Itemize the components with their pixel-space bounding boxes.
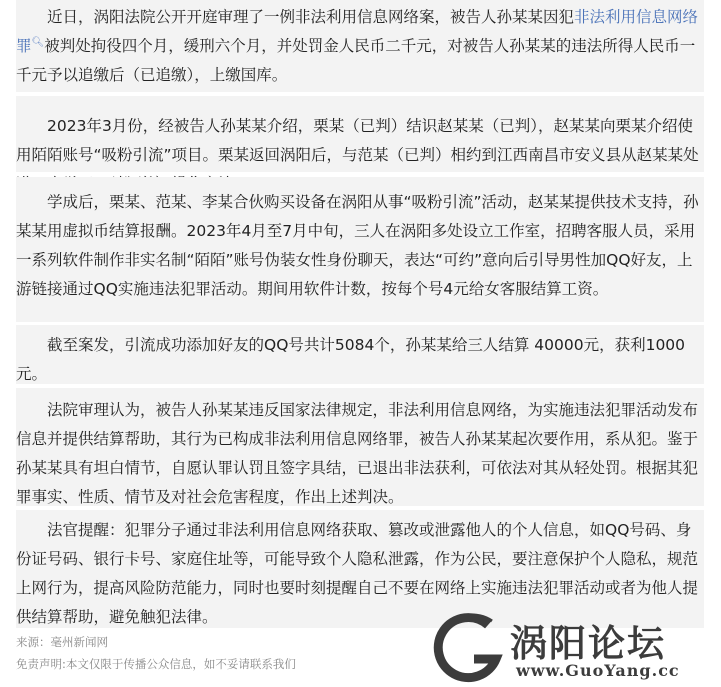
disclaimer-line: 免责声明:本文仅限于传播公众信息，如不妥请联系我们 [16,657,296,671]
paragraph-1-lead: 近日，涡阳法院公开开庭审理了一例非法利用信息网络案，被告人孙某某因犯 [47,8,575,26]
paragraph-5: 法院审理认为，被告人孙某某违反国家法律规定，非法利用信息网络，为实施违法犯罪活动发布信息并提供结算帮助，其行为已构成非法利用信息网络罪，被告人孙某某起次要作用，系从犯。鉴于孙某某具有坦白情节，自愿认罪认罚且签字具结，已退出非法获利，可依法对其从轻处罚。根据其犯罪事实、性质、情节及对社会危害程度，作出上述判决。 [16,388,704,506]
paragraph-1: 近日，涡阳法院公开开庭审理了一例非法利用信息网络案，被告人孙某某因犯非法利用信息网络罪🔍︎被判处拘役四个月，缓刑六个月，并处罚金人民币二千元，对被告人孙某某的违法所得人民币一千元予以追缴后（已追缴），上缴国库。 [16,0,704,92]
site-logo-icon [430,611,512,687]
paragraph-3: 学成后，栗某、范某、李某合伙购买设备在涡阳从事“吸粉引流”活动，赵某某提供技术支持，孙某某用虚拟币结算报酬。2023年4月至7月中旬，三人在涡阳多处设立工作室，招聘客服人员，采用一系列软件制作非实名制“陌陌”账号伪装女性身份聊天，表达“可约”意向后引导男性加QQ好友，上游链接通过QQ实施违法犯罪活动。期间用软件计数，按每个号4元给女客服结算工资。 [16,177,704,322]
watermark-title: 涡阳论坛 [510,622,666,665]
source-line: 来源：毫州新闻网 [16,635,108,649]
paragraph-2: 2023年3月份，经被告人孙某某介绍，栗某（已判）结识赵某某（已判），赵某某向栗某介绍使用陌陌账号“吸粉引流”项目。栗某返回涡阳后，与范某（已判）相约到江西南昌市安义县从赵某某处 [16,96,704,172]
paragraph-4: 截至案发，引流成功添加好友的QQ号共计5084个，孙某某给三人结算 40000元，获利1000元。 [16,325,704,384]
keyword-link[interactable]: 非法利用信息网络罪 [16,8,699,55]
site-watermark [430,611,721,687]
paragraph-6: 法官提醒：犯罪分子通过非法利用信息网络获取、篡改或泄露他人的个人信息，如QQ号码、身份证号码、银行卡号、家庭住址等，可能导致个人隐私泄露，作为公民，要注意保护个人隐私，规范上网行为，提高风险防范能力，同时也要时刻提醒自己不要在网络上实施违法犯罪活动或者为他人提供结算帮助，避免触犯法律。 [16,510,704,628]
watermark-url: www.GuoYang.cc [516,661,680,680]
paragraph-1-tail: 被判处拘役四个月，缓刑六个月，并处罚金人民币二千元，对被告人孙某某的违法所得人民币一千元予以追缴后（已追缴），上缴国库。 [16,37,696,84]
